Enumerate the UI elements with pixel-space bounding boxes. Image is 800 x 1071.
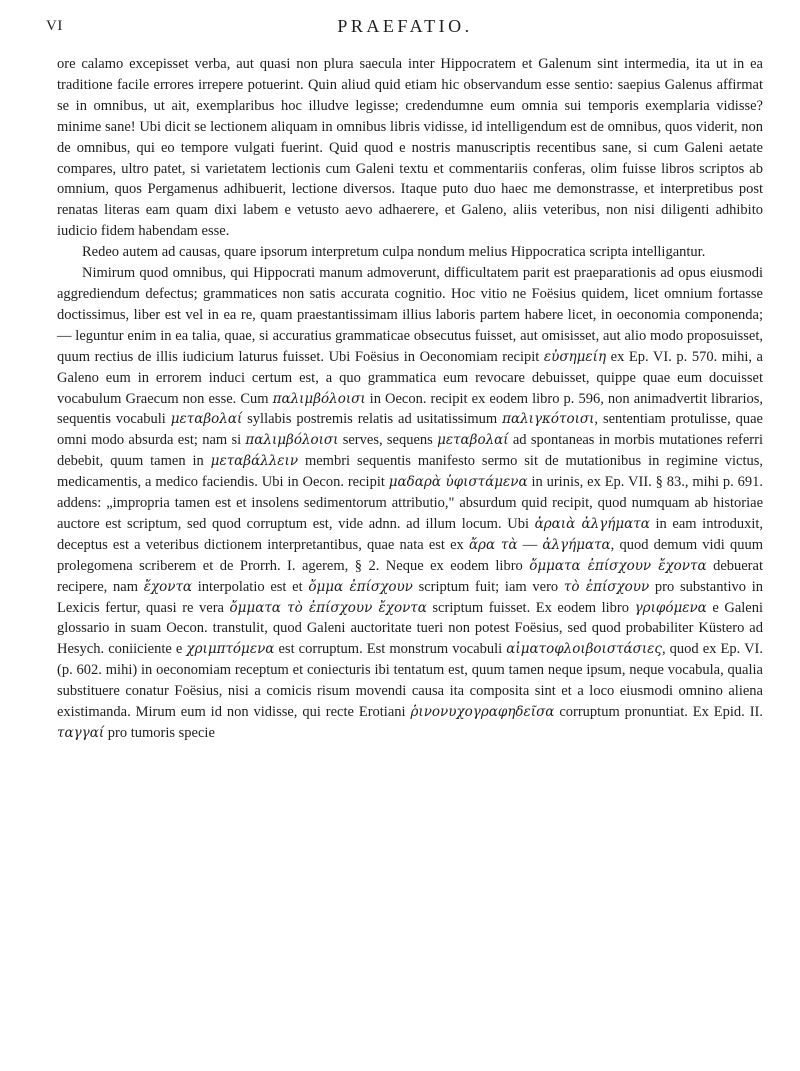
text-run: pro substantivo in Lexicis fertur, quasi re vera <box>57 578 763 616</box>
text-run: in urinis, ex Ep. VII. § 83., mihi p. 691. addens: „impropria tamen est et insolens sedimentorum attributio," absurdum quid recipit, quod numquam ab historiae auctore est scriptum, sed quod corruptum est, vide adnn. ad illum locum. Ubi <box>57 474 763 532</box>
text-run: ad spontaneas in morbis mutationes referri debebit, quum tamen in <box>57 432 763 470</box>
text-run: pro tumoris specie <box>104 725 215 741</box>
greek-term: μεταβολαί <box>437 432 509 449</box>
text-run: scriptum fuit; iam vero <box>412 578 564 595</box>
greek-term: μαδαρὰ ὑφιστάμενα <box>388 474 528 491</box>
greek-term: γριφόμενα <box>634 599 707 616</box>
greek-term: εὐσημείη <box>543 348 607 365</box>
text-run: — <box>517 536 543 553</box>
text-run: in eam introduxit, deceptus est a veteribus dictionem interpretantibus, quae nata est ex <box>57 515 763 553</box>
greek-term: μεταβάλλειν <box>210 453 299 470</box>
greek-term: αἱματοφλοιβοιστάσιες <box>506 641 662 658</box>
paragraph <box>57 54 763 242</box>
text-run: interpolatio est et <box>192 578 309 595</box>
text-run: syllabis postremis relatis ad usitatissimum <box>242 411 503 428</box>
greek-term: ἄρα τὰ <box>468 536 518 553</box>
text-run: serves, sequens <box>338 432 438 449</box>
text-run: scriptum fuisset. Ex eodem libro <box>426 599 635 616</box>
greek-term: παλιγκότοισι <box>502 411 595 428</box>
greek-term: χριμπτόμενα <box>186 641 275 658</box>
paragraph <box>57 242 763 263</box>
running-head <box>46 14 764 40</box>
text-run: Redeo autem ad causas, quare ipsorum interpretum culpa nondum melius Hippocratica scripta intelligantur. <box>82 244 706 261</box>
greek-term: τὸ ἐπίσχουν <box>563 578 650 595</box>
greek-term: ταγγαί <box>57 725 105 741</box>
greek-term: ἀραιὰ ἀλγήματα <box>534 515 650 532</box>
text-run: corruptum pronuntiat. Ex Epid. II. <box>554 704 764 721</box>
body-text <box>57 54 763 744</box>
paragraph <box>57 263 763 744</box>
greek-term: ὄμμα ἐπίσχουν <box>308 578 413 595</box>
text-run: ex Ep. VI. p. 570. mihi, a Galeno eum in errorem induci certum est, a quo grammatica eum revocare debuisset, quippe quae eum docuisset vocabulum Graecum non esse. Cum <box>57 348 763 407</box>
greek-term: μεταβολαί <box>170 411 243 428</box>
greek-term: παλιμβόλοισι <box>245 432 339 449</box>
greek-term: ἀλγήματα <box>542 536 611 553</box>
text-run: , sententiam protulisse, quae omni modo absurda est; nam si <box>57 411 763 449</box>
text-run: , quod demum vidi quum prolegomena scriberem et de Prorrh. I. agerem, § 2. Neque ex eodem libro <box>57 536 764 574</box>
running-title: PRAEFATIO. <box>337 16 473 36</box>
text-run: in Oecon. recipit ex eodem libro p. 596, non animadvertit librarios, sequentis vocabuli <box>57 390 763 428</box>
text-run: membri sequentis manifesto sermo sit de mutationibus in regimine victus, medicamentis, a medico faciendis. Ubi in Oecon. recipit <box>57 453 763 491</box>
greek-term: ῥινονυχογραφηδεῖσα <box>410 704 555 721</box>
greek-term: ἔχοντα <box>143 578 193 595</box>
text-run: debuerat recipere, nam <box>57 557 763 595</box>
text-run: est corruptum. Est monstrum vocabuli <box>274 641 507 658</box>
greek-term: ὄμματα ἐπίσχουν ἔχοντα <box>529 557 707 574</box>
text-run: , quod ex Ep. VI. (p. 602. mihi) in oeconomiam receptum et coniecturis ibi tentatum est, quum tamen neque ipsum, neque vocabula, qualia substituere conatur Foësius, nisi a comicis risum movendi causa ita composita sint et a loco eiusmodi omnino aliena existimanda. Mirum eum id non vidisse, qui recte Erotiani <box>57 641 763 721</box>
text-run: e Galeni glossario in suam Oecon. transtulit, quod Galeni auctoritate tueri non potest Foësius, sed quod probabiliter Küstero ad Hesych. coniiciente e <box>57 599 763 658</box>
text-run: Nimirum quod omnibus, qui Hippocrati manum admoverunt, difficultatem parit est praeparationis ad opus eiusmodi aggrediendum defectus; grammatices non satis accurata cognitio. Hoc vitio ne Foësius quidem, licet omnium fortasse doctissimus, liber est vel in ea re, quam praestantissimam illius laboris partem habere licet, in oeconomia componenda; — leguntur enim in ea talia, quae, si accuratius grammaticae obsecutus fuisset, aut omisisset, aut alio modo proposuisset, quum rectius de illis iudicium laturus fuisset. Ubi Foësius in Oeconomiam recipit <box>57 265 763 365</box>
greek-term: ὄμματα τὸ ἐπίσχουν ἔχοντα <box>229 599 427 616</box>
page-number: VI <box>46 18 63 34</box>
greek-term: παλιμβόλοισι <box>272 390 366 407</box>
text-run: ore calamo excepisset verba, aut quasi non plura saecula inter Hippocratem et Galenum sint intermedia, ita ut in ea traditione facile errores irrepere potuerint. Quin aliud quid etiam hic observandum esse sentio: saepius Galenus affirmat se in omnibus, ut ait, exemplaribus hoc illudve legisse; credendumne eum omnia sui temporis exemplaria vidisse? minime sane! Ubi dicit se lectionem aliquam in omnibus libris vidisse, id intelligendum est de omnibus, quos viderit, non de omnibus, qui eo tempore vulgati fuerint. Quid quod e nostris manuscriptis recentibus sane, si cum Galeni aetate compares, ultro patet, si varietatem lectionis cum Galeni textu et commentariis conferas, olim fuisse libros scriptos ab omnium, quos Pergamenus adhibuerit, lectione diversos. Itaque puto duo haec me demonstrasse, et interpretibus post renatas literas eam quam dixi labem e vetusto aevo adhaerere, et Galeno, aliis veteribus, non nisi diligenti adhibito iudicio fidem habendam esse. <box>57 56 763 240</box>
